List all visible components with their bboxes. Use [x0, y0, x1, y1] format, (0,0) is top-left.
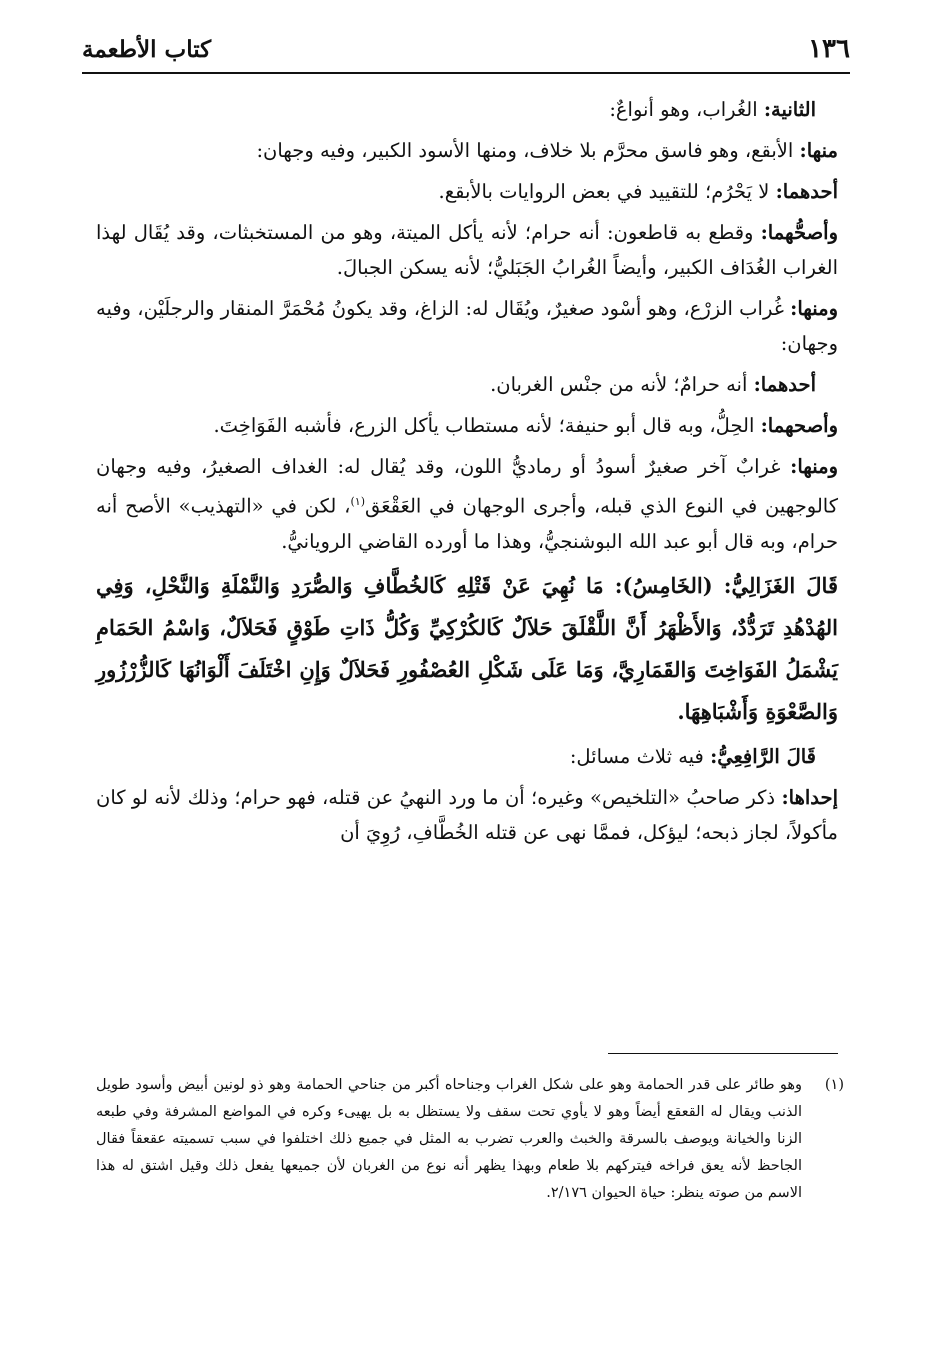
paragraph-text: الحِلُّ، وبه قال أبو حنيفة؛ لأنه مستطاب يأكل الزرع، فأشبه الفَوَاخِتَ.	[213, 414, 761, 437]
page-header	[82, 28, 850, 74]
masala-paragraph	[96, 780, 838, 850]
quote-lead: قَالَ الغَزَالِيُّ: (الخَامِسُ):	[614, 572, 838, 598]
paragraph-lead: الثانية:	[763, 98, 816, 121]
main-text	[96, 92, 838, 856]
paragraph-text: غُراب الزرْع، وهو أسْود صغيرٌ، ويُقَال له: الزاغ، وقد يكونُ مُحْمَرَّ المنقار والرجلَيْن، وفيه وجهان:	[96, 297, 838, 355]
running-title: كتاب الأطعمة	[82, 36, 212, 63]
paragraph-lead: ومنها:	[790, 455, 838, 478]
paragraph	[96, 174, 838, 209]
footnote-mark: (١)	[824, 1077, 844, 1093]
rafii-lead: قَالَ الرَّافِعِيُّ:	[710, 744, 816, 768]
masala-lead: إحداها:	[781, 785, 838, 809]
footnote-text: وهو طائر على قدر الحمامة وهو على شكل الغراب وجناحاه أكبر من جناحي الحمامة وهو ذو لونين أبيض وأسود طويل الذنب ويقال له القعقع أيضاً وهو لا يأوي تحت سقف ولا يستظل به بل يهيىء وكره في المواضع المشرفة وفي طبعه الزنا والخيانة ويوصف بالسرقة والخبث والعرب تضرب به المثل في جميع ذلك اختلفوا في سبب تسميته عقعقاً فقال الجاحظ لأنه يعق فراخه فيتركهم بلا طعام وبهذا يظهر أنه نوع من الغربان لأن جميعها يفعل ذلك وقيل اشتق له هذا الاسم من صوته ينظر: حياة الحيوان ٢/١٧٦.	[96, 1077, 802, 1201]
paragraph-text: الأبقع، وهو فاسق محرَّم بلا خلاف، ومنها الأسود الكبير، وفيه وجهان:	[256, 139, 800, 162]
paragraph	[96, 92, 816, 127]
paragraph-lead: أحدهما:	[775, 180, 838, 203]
page-number: ١٣٦	[808, 34, 850, 64]
footnote-reference[interactable]: (١)	[350, 495, 365, 508]
paragraph-lead: وأصحُّهما:	[760, 221, 838, 244]
paragraph	[96, 291, 838, 361]
paragraph-lead: أحدهما:	[753, 373, 816, 396]
paragraph	[96, 133, 838, 168]
paragraph	[96, 367, 816, 402]
paragraph-text: لا يَحْرُم؛ للتقييد في بعض الروايات بالأبقع.	[438, 180, 776, 203]
rafii-text: فيه ثلاث مسائل:	[569, 744, 711, 768]
footnote	[96, 1072, 844, 1207]
paragraph-text: أنه حرامٌ؛ لأنه من جنْس الغربان.	[490, 373, 754, 396]
paragraph-lead: ومنها:	[790, 297, 838, 320]
rafii-intro	[96, 739, 816, 774]
paragraph-lead: وأصحهما:	[760, 414, 838, 437]
paragraph-text: الغُراب، وهو أنواعٌ:	[609, 98, 764, 121]
quote-text: مَا نُهِيَ عَنْ قَتْلِهِ كَالخُطَّافِ وَالصُّرَدِ وَالنَّمْلَةِ وَالنَّحْلِ، وَفِي الهُدْهُدِ تَرَدُّدٌ، وَالأَظْهَرُ أَنَّ اللَّقْلَقَ حَلاَلٌ كَالكُرْكِيِّ وَكُلُّ ذَاتِ طَوْقٍ فَحَلاَلٌ، وَاسْمُ الحَمَامِ يَشْمَلُ الفَوَاخِتَ وَالقَمَارِيَّ، وَمَا عَلَى شَكْلِ العُصْفُورِ فَحَلاَلٌ وَإِنِ اخْتَلَفَ أَلْوَانُهَا كَالزُّرْزُورِ وَالصَّعْوَةِ وَأَشْبَاهِهَا.	[96, 572, 838, 724]
paragraph	[96, 215, 838, 285]
masala-text: ذكر صاحبُ «التلخيص» وغيره؛ أن ما ورد النهيُ عن قتله، فهو حرام؛ وذلك لأنه لو كان مأكولاً، لجاز ذبحه؛ ليؤكل، فممَّا نهى عن قتله الخُطَّافِ، رُوِيَ أن	[96, 785, 838, 844]
ghazali-quote	[96, 565, 838, 733]
footnote-divider	[608, 1053, 838, 1054]
paragraph	[96, 408, 838, 443]
paragraph-lead: منها:	[799, 139, 838, 162]
paragraph-text: غرابٌ آخر صغيرٌ أسودُ أو رماديُّ اللون، وقد يُقال له: الغداف الصغيرُ، وفيه وجهان كالوجهين في النوع الذي قبله، وأجرى الوجهان في العَقْعَق	[96, 455, 838, 518]
paragraph-text: وقطع به قاطعون: أنه حرام؛ لأنه يأكل الميتة، وهو من المستخبثات، وقد يُقَال لهذا الغراب الغُدَاف الكبير، وأيضاً الغُرابُ الجَبَليُّ؛ لأنه يسكن الجبالَ.	[96, 221, 838, 279]
paragraph-text-continued: ، لكن في «التهذيب» الأصح أنه حرام، وبه قال أبو عبد الله البوشنجيُّ، وهذا ما أورده القاضي الرويانيُّ.	[96, 494, 838, 553]
paragraph	[96, 449, 838, 559]
